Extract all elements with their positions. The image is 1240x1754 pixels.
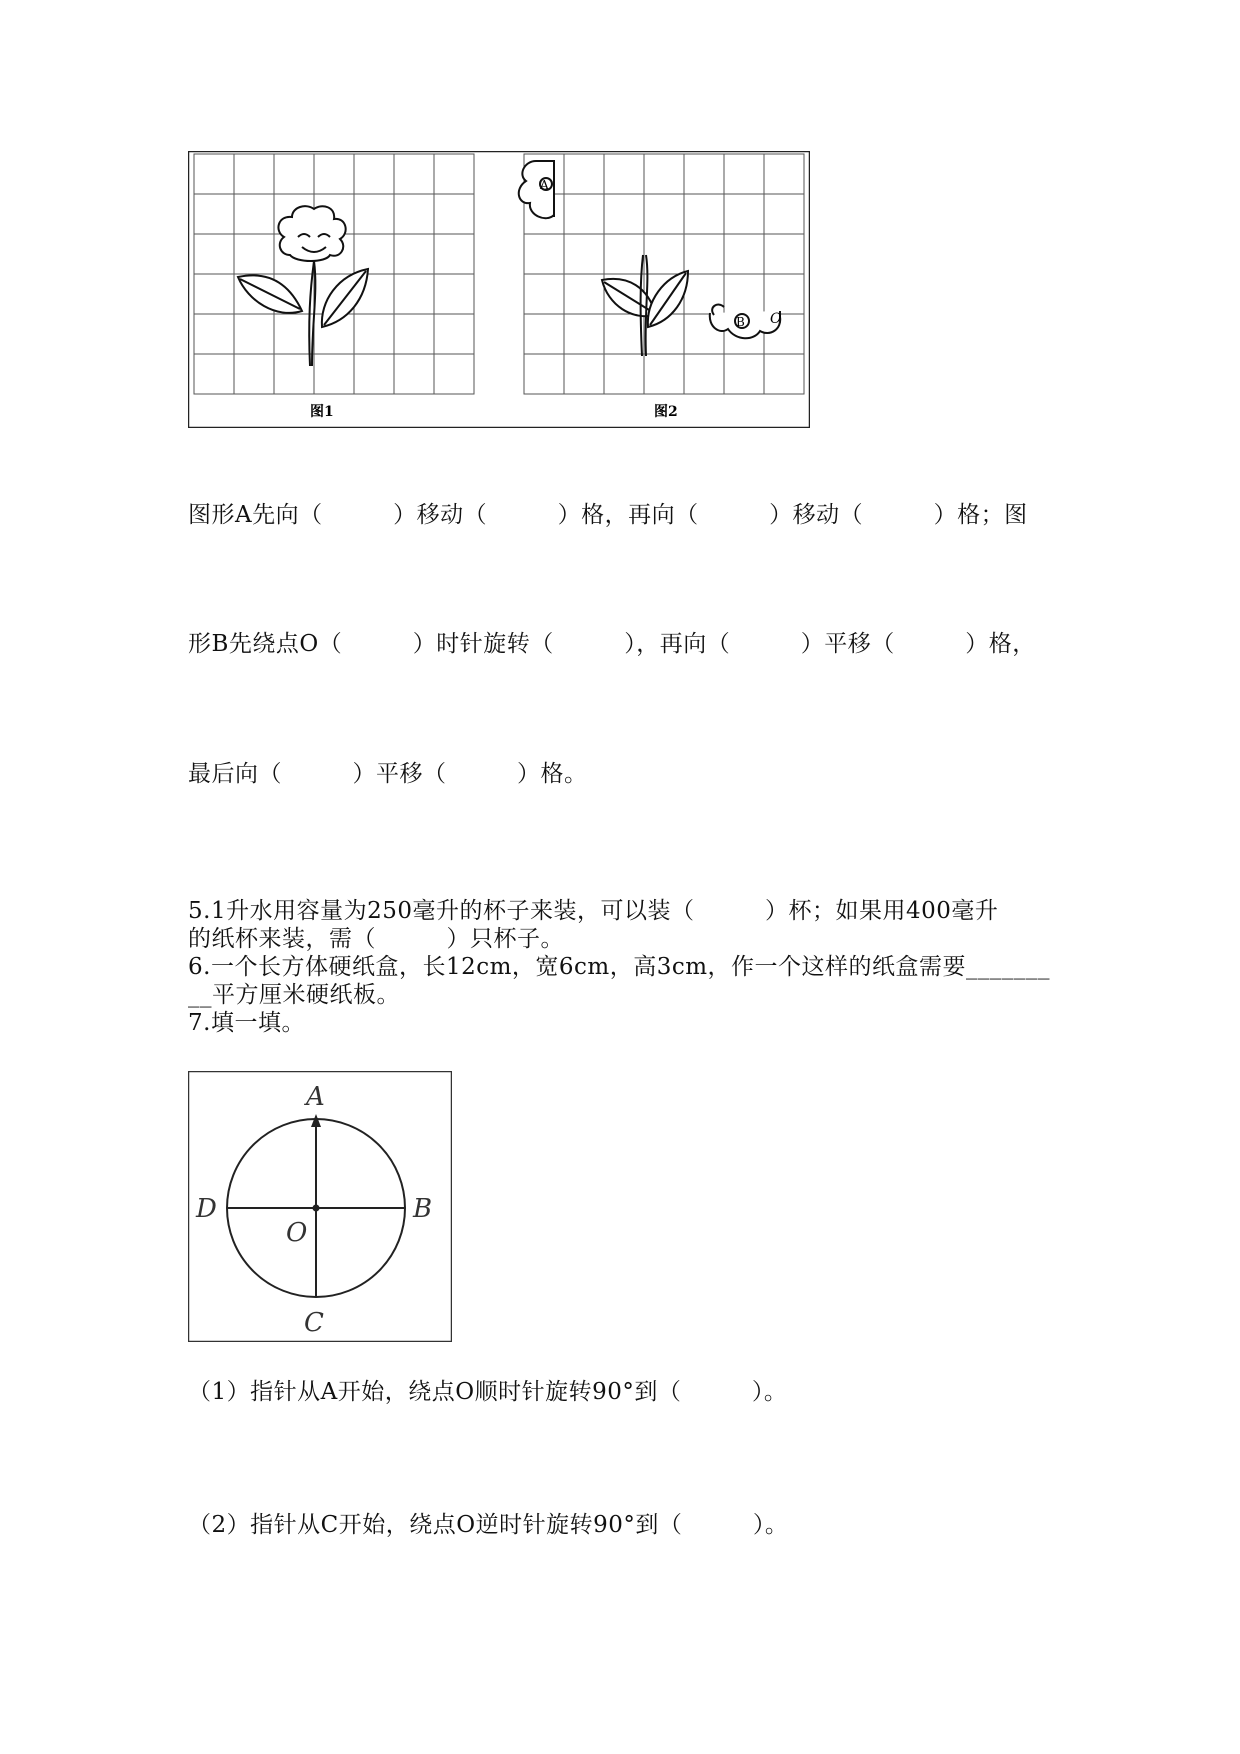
point-o-label: O	[770, 311, 782, 327]
label-d: D	[196, 1194, 217, 1224]
label-o: O	[286, 1218, 308, 1248]
q4-line-1: 图形A先向（ ）移动（ ）格，再向（ ）移动（ ）格；图	[188, 502, 1028, 528]
q4-line-3: 最后向（ ）平移（ ）格。	[188, 761, 588, 787]
grid-figure	[188, 151, 810, 428]
q7-sub-1: （1）指针从A开始，绕点O顺时针旋转90°到（ ）。	[188, 1379, 788, 1405]
caption-figure-1: 图1	[310, 404, 334, 420]
q5-line-1: 5.1升水用容量为250毫升的杯子来装，可以装（ ）杯；如果用400毫升	[188, 898, 999, 924]
shape-b-label: B	[736, 315, 745, 329]
q7-sub-2: （2）指针从C开始，绕点O逆时针旋转90°到（ ）。	[188, 1512, 789, 1538]
center-point	[313, 1205, 320, 1212]
q4-line-2: 形B先绕点O（ ）时针旋转（ ），再向（ ）平移（ ）格，	[188, 631, 1036, 657]
q6-line-1: 6.一个长方体硬纸盒，长12cm，宽6cm，高3cm，作一个这样的纸盒需要_______	[188, 954, 1051, 980]
shape-a-label: A	[540, 178, 549, 192]
clock-dial-figure	[188, 1071, 452, 1342]
q7-title: 7.填一填。	[188, 1010, 305, 1036]
q5-line-2: 的纸杯来装，需（ ）只杯子。	[188, 926, 564, 952]
q6-line-2: __平方厘米硬纸板。	[188, 982, 400, 1008]
label-b: B	[413, 1194, 433, 1224]
label-a: A	[306, 1082, 325, 1112]
caption-figure-2: 图2	[654, 404, 678, 420]
label-c: C	[304, 1308, 324, 1338]
